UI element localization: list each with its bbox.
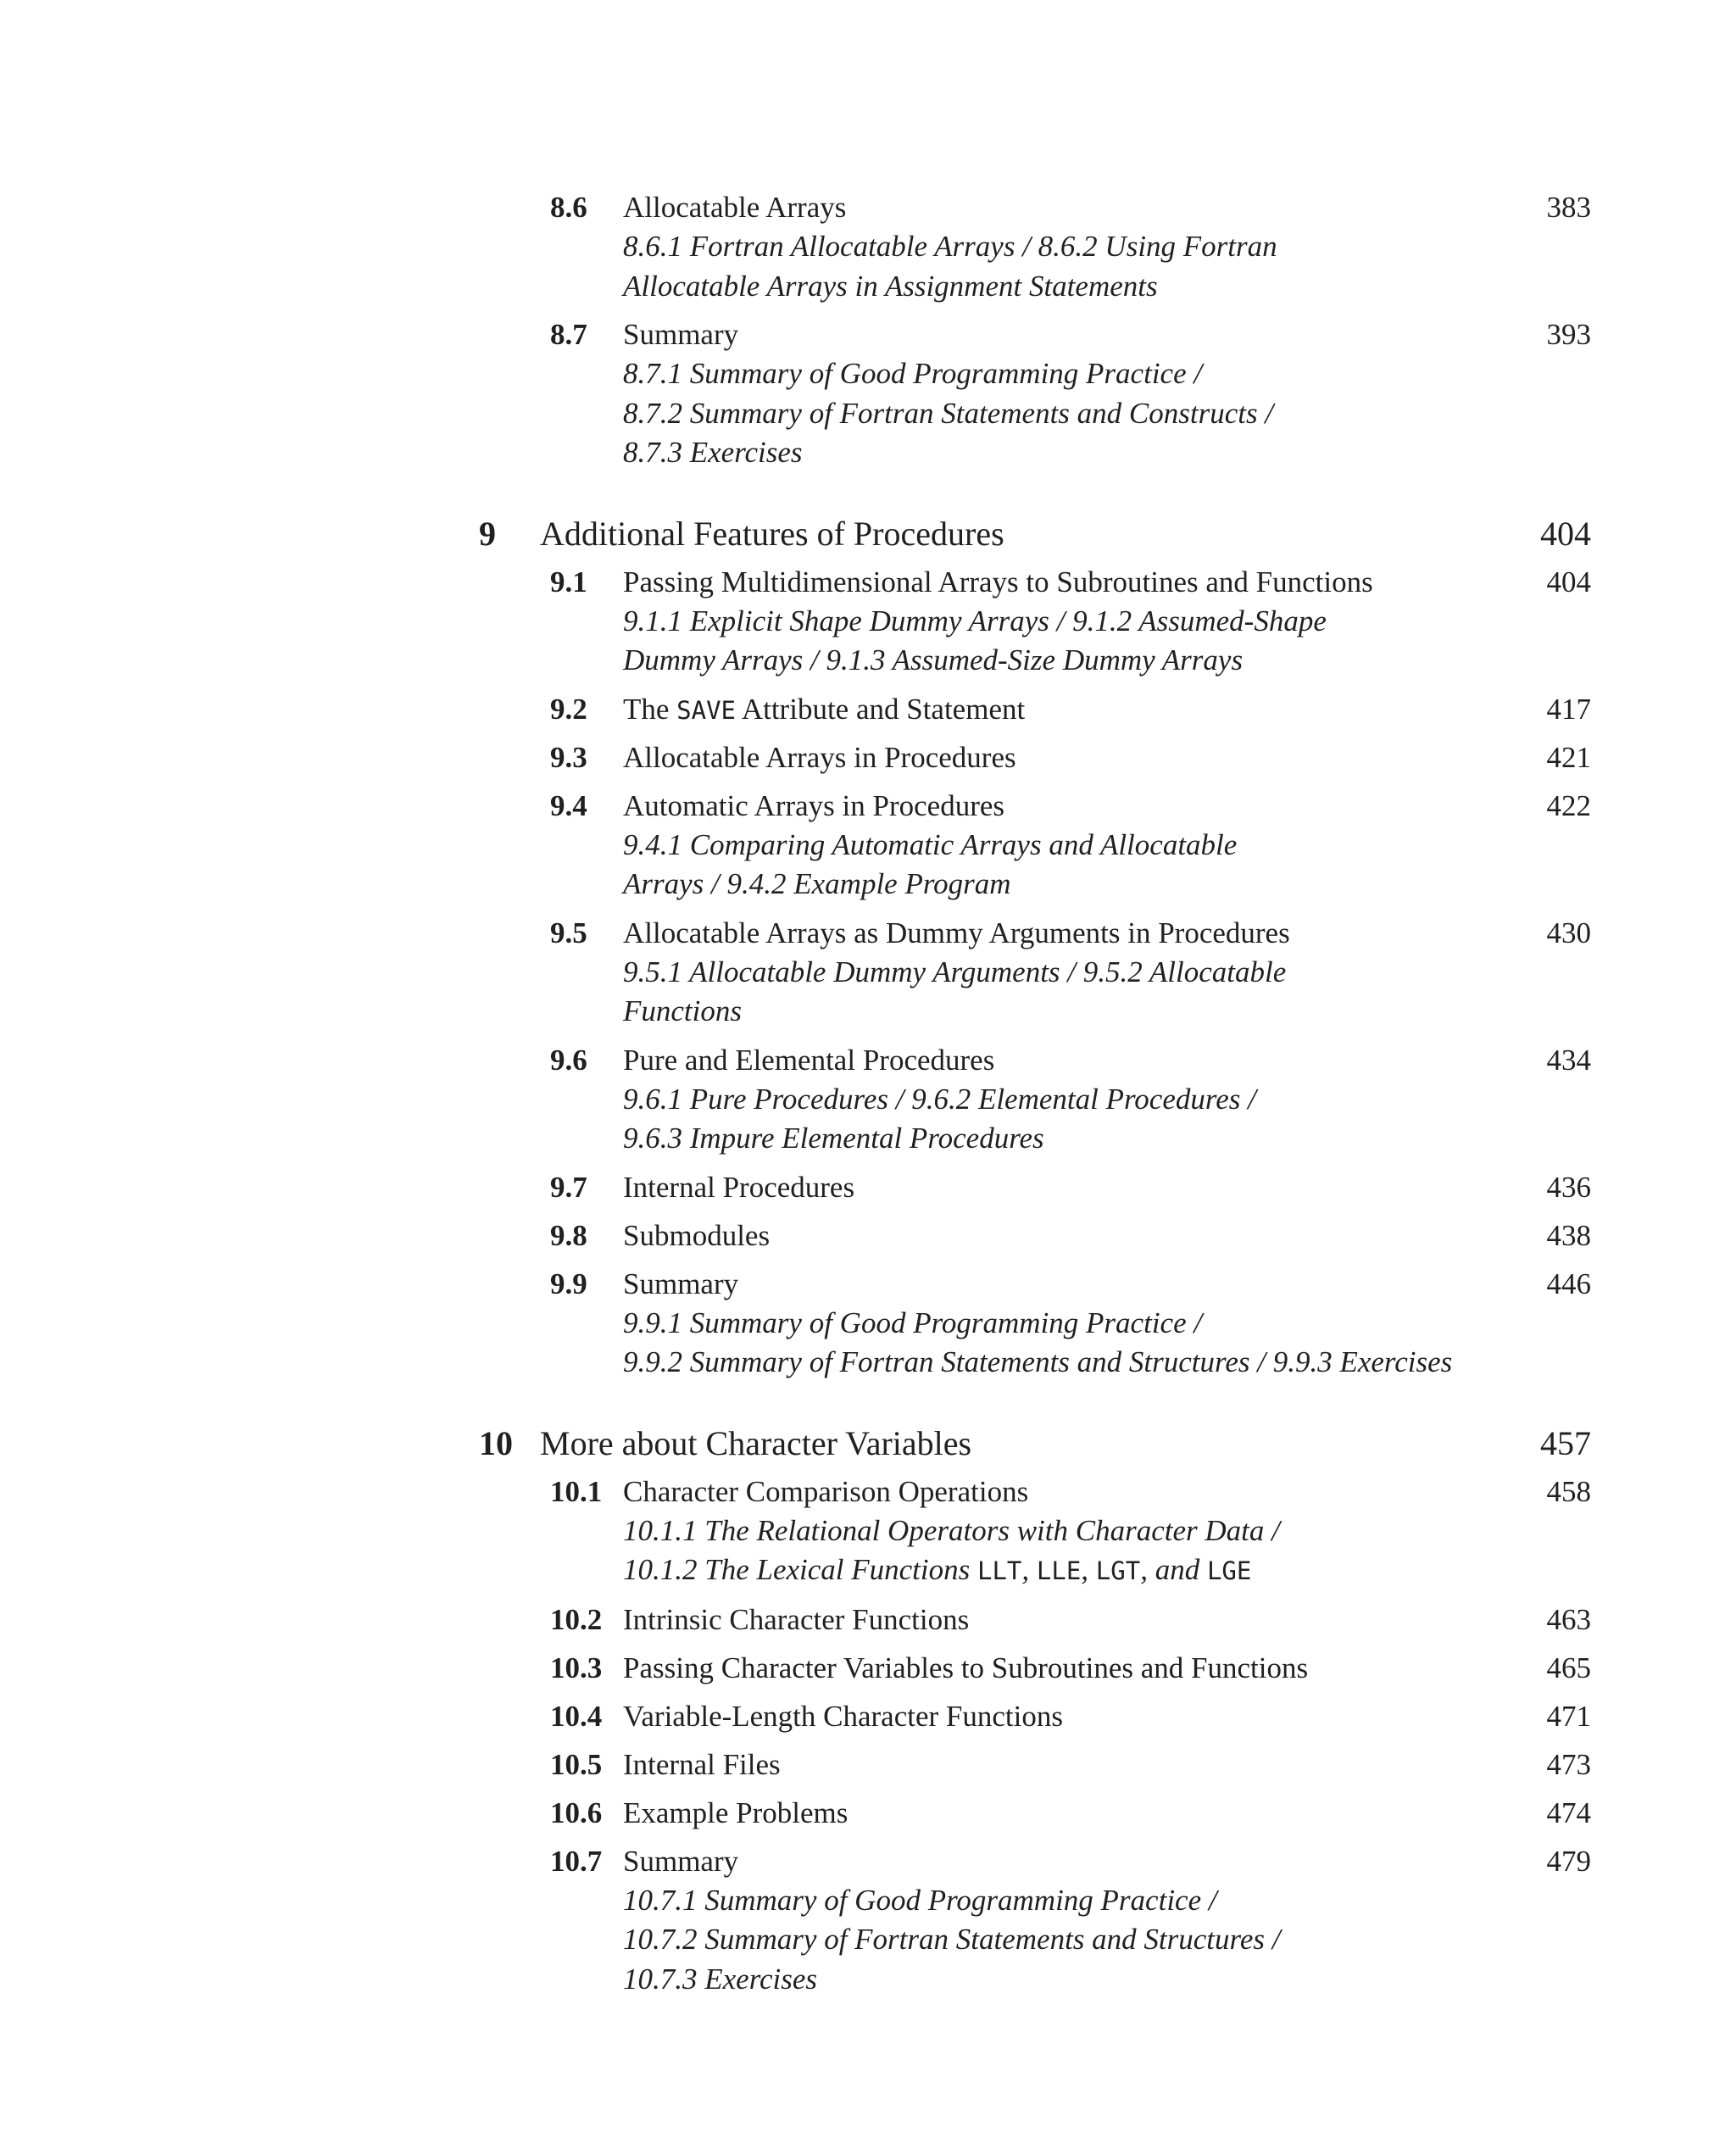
toc-section xyxy=(479,1794,1591,1833)
subsection-line: 9.9.1 Summary of Good Programming Practice / xyxy=(623,1306,1203,1339)
section-title: Intrinsic Character Functions xyxy=(623,1602,970,1636)
section-number: 9.6 xyxy=(550,1043,587,1077)
subsection-line: 10.1.2 The Lexical Functions LLT, LLE, LGT, and LGE xyxy=(623,1553,1252,1586)
section-row xyxy=(479,1697,1591,1736)
section-page-number: 463 xyxy=(1546,1602,1591,1636)
subsection-line: Functions xyxy=(623,994,742,1027)
toc-section xyxy=(479,914,1591,1032)
section-title: Summary xyxy=(623,318,739,351)
chapter-title: Additional Features of Procedures xyxy=(540,514,1004,553)
subsection-line: 10.7.2 Summary of Fortran Statements and Structures / xyxy=(623,1923,1281,1956)
subsection-line: 9.4.1 Comparing Automatic Arrays and Allocatable xyxy=(623,827,1238,861)
section-row xyxy=(479,188,1591,227)
section-number: 9.1 xyxy=(550,565,587,598)
section-row xyxy=(479,1649,1591,1688)
toc-section xyxy=(479,563,1591,681)
toc-section xyxy=(479,787,1591,905)
subsection-line: 8.7.3 Exercises xyxy=(623,436,803,469)
section-page-number: 446 xyxy=(1546,1267,1591,1300)
section-row xyxy=(479,1794,1591,1833)
toc-section xyxy=(479,1216,1591,1255)
section-row xyxy=(479,1601,1591,1640)
code-keyword: LLE xyxy=(1036,1556,1082,1585)
table-of-contents xyxy=(479,188,1591,2008)
subsection-line: 8.6.1 Fortran Allocatable Arrays / 8.6.2 Using Fortran xyxy=(623,230,1277,263)
code-keyword: LGT xyxy=(1095,1556,1141,1585)
section-page-number: 383 xyxy=(1546,191,1591,224)
section-number: 8.7 xyxy=(550,318,587,351)
subsection-line: 9.6.1 Pure Procedures / 9.6.2 Elemental Procedures / xyxy=(623,1082,1256,1116)
toc-section xyxy=(479,1697,1591,1736)
toc-section xyxy=(479,1649,1591,1688)
subsection-line: 8.7.2 Summary of Fortran Statements and Constructs / xyxy=(623,396,1274,430)
subsection-line: 9.5.1 Allocatable Dummy Arguments / 9.5.2 Allocatable xyxy=(623,955,1287,988)
subsection-line: 9.1.1 Explicit Shape Dummy Arrays / 9.1.2 Assumed-Shape xyxy=(623,604,1327,637)
chapter-page-number: 404 xyxy=(1540,514,1591,553)
section-title: Pure and Elemental Procedures xyxy=(623,1043,995,1077)
subsection-line: 9.6.3 Impure Elemental Procedures xyxy=(623,1122,1044,1155)
subsection-line: Dummy Arrays / 9.1.3 Assumed-Size Dummy Arrays xyxy=(623,643,1244,676)
section-page-number: 479 xyxy=(1546,1844,1591,1878)
section-row xyxy=(479,563,1591,602)
section-row xyxy=(479,914,1591,953)
section-number: 10.7 xyxy=(550,1844,603,1878)
section-page-number: 421 xyxy=(1546,740,1591,774)
section-page-number: 422 xyxy=(1546,788,1591,822)
section-title: Allocatable Arrays in Procedures xyxy=(623,740,1016,774)
section-number: 10.5 xyxy=(550,1747,603,1781)
section-page-number: 438 xyxy=(1546,1218,1591,1252)
toc-section xyxy=(479,1041,1591,1159)
section-title: Summary xyxy=(623,1844,739,1878)
section-page-number: 458 xyxy=(1546,1474,1591,1508)
section-number: 9.9 xyxy=(550,1267,587,1300)
toc-section xyxy=(479,1473,1591,1591)
section-page-number: 393 xyxy=(1546,318,1591,351)
section-row xyxy=(479,1216,1591,1255)
chapter-page-number: 457 xyxy=(1540,1423,1591,1462)
section-page-number: 404 xyxy=(1546,565,1591,598)
subsection-line: 9.9.2 Summary of Fortran Statements and Structures / 9.9.3 Exercises xyxy=(623,1345,1453,1378)
section-page-number: 471 xyxy=(1546,1699,1591,1733)
code-keyword: LLT xyxy=(977,1556,1022,1585)
code-keyword: LGE xyxy=(1206,1556,1252,1585)
section-page-number: 473 xyxy=(1546,1747,1591,1781)
section-number: 9.3 xyxy=(550,740,587,774)
subsection-line: Arrays / 9.4.2 Example Program xyxy=(623,867,1011,900)
toc-section xyxy=(479,690,1591,729)
subsection-line: 10.7.3 Exercises xyxy=(623,1962,818,1996)
section-number: 10.2 xyxy=(550,1602,603,1636)
section-row xyxy=(479,787,1591,826)
subsection-line: 10.1.1 The Relational Operators with Character Data / xyxy=(623,1513,1280,1547)
chapter-heading xyxy=(479,1418,1591,1473)
toc-section xyxy=(479,1168,1591,1207)
section-number: 8.6 xyxy=(550,191,587,224)
section-number: 9.5 xyxy=(550,916,587,949)
section-row xyxy=(479,1265,1591,1304)
section-title: Example Problems xyxy=(623,1795,849,1829)
section-title: The SAVE Attribute and Statement xyxy=(623,692,1026,726)
section-row xyxy=(479,690,1591,729)
section-title: Summary xyxy=(623,1267,739,1300)
section-number: 10.6 xyxy=(550,1795,603,1829)
toc-section xyxy=(479,1265,1591,1383)
section-row xyxy=(479,1168,1591,1207)
section-title: Automatic Arrays in Procedures xyxy=(623,788,1005,822)
toc-section xyxy=(479,188,1591,306)
section-row xyxy=(479,738,1591,777)
subsection-line: Allocatable Arrays in Assignment Statements xyxy=(623,269,1158,303)
section-row xyxy=(479,1745,1591,1784)
section-page-number: 465 xyxy=(1546,1651,1591,1684)
section-page-number: 436 xyxy=(1546,1170,1591,1204)
section-title: Passing Character Variables to Subroutines and Functions xyxy=(623,1651,1309,1684)
section-number: 10.1 xyxy=(550,1474,603,1508)
code-keyword: SAVE xyxy=(676,695,737,725)
chapter-title: More about Character Variables xyxy=(540,1423,972,1462)
section-row xyxy=(479,1842,1591,1881)
chapter-number: 9 xyxy=(479,514,496,553)
section-title: Character Comparison Operations xyxy=(623,1474,1029,1508)
section-number: 9.8 xyxy=(550,1218,587,1252)
section-page-number: 430 xyxy=(1546,916,1591,949)
toc-section xyxy=(479,1745,1591,1784)
section-number: 9.2 xyxy=(550,692,587,726)
section-row xyxy=(479,315,1591,354)
chapter-heading xyxy=(479,509,1591,563)
section-title: Allocatable Arrays xyxy=(623,191,847,224)
section-title: Allocatable Arrays as Dummy Arguments in Procedures xyxy=(623,916,1290,949)
chapter-number: 10 xyxy=(479,1423,513,1462)
section-title: Variable-Length Character Functions xyxy=(623,1699,1063,1733)
section-title: Internal Procedures xyxy=(623,1170,855,1204)
section-row xyxy=(479,1041,1591,1080)
section-number: 9.7 xyxy=(550,1170,587,1204)
toc-section xyxy=(479,738,1591,777)
section-page-number: 417 xyxy=(1546,692,1591,726)
toc-section xyxy=(479,1601,1591,1640)
section-title: Submodules xyxy=(623,1218,771,1252)
section-row xyxy=(479,1473,1591,1512)
section-page-number: 474 xyxy=(1546,1795,1591,1829)
section-number: 10.4 xyxy=(550,1699,603,1733)
toc-section xyxy=(479,1842,1591,2000)
section-title: Internal Files xyxy=(623,1747,781,1781)
section-title: Passing Multidimensional Arrays to Subroutines and Functions xyxy=(623,565,1373,598)
section-number: 9.4 xyxy=(550,788,587,822)
section-number: 10.3 xyxy=(550,1651,603,1684)
toc-section xyxy=(479,315,1591,473)
subsection-line: 8.7.1 Summary of Good Programming Practice / xyxy=(623,357,1203,390)
subsection-line: 10.7.1 Summary of Good Programming Practice / xyxy=(623,1883,1217,1917)
section-page-number: 434 xyxy=(1546,1043,1591,1077)
